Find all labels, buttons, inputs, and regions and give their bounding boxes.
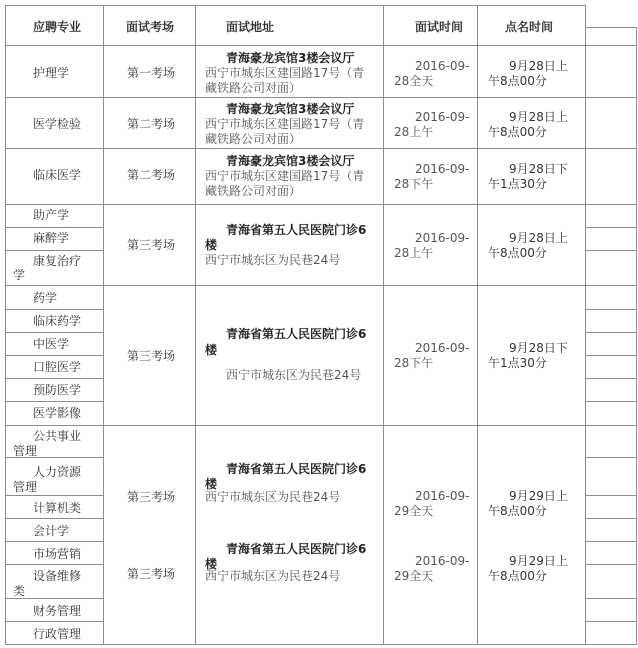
- grid-line: [585, 45, 637, 46]
- grid-line: [585, 355, 637, 356]
- address-line: 藏铁路公司对面）: [205, 81, 302, 95]
- grid-line: [585, 5, 586, 645]
- address-line: 西宁市城东区为民巷24号: [205, 253, 341, 267]
- grid-line: [5, 378, 103, 379]
- address-line: 西宁市城东区为民巷24号: [205, 490, 341, 504]
- time-date: 2016-09-: [415, 489, 470, 503]
- grid-line: [585, 495, 637, 496]
- grid-line: [585, 309, 637, 310]
- address-bold: 青海省第五人民医院门诊6: [226, 223, 367, 237]
- room-cell: 第三考场: [127, 490, 176, 504]
- grid-line: [5, 309, 103, 310]
- address-line: 西宁市城东区为民巷24号: [226, 368, 362, 382]
- time-date: 2016-09-: [415, 162, 470, 176]
- grid-line: [5, 564, 103, 565]
- major-cell: 预防医学: [33, 383, 82, 397]
- checkin-time: 午8点00分: [488, 504, 547, 518]
- time-session: 28上午: [394, 246, 434, 260]
- time-session: 29全天: [394, 504, 434, 518]
- grid-line: [585, 401, 637, 402]
- time-date: 2016-09-: [415, 554, 470, 568]
- address-bold: 楼: [205, 343, 218, 357]
- grid-line: [477, 5, 478, 645]
- checkin-time: 午1点30分: [488, 356, 547, 370]
- major-cell: 助产学: [33, 208, 70, 222]
- major-cell: 设备维修: [33, 569, 82, 583]
- time-date: 2016-09-: [415, 59, 470, 73]
- checkin-time: 午8点00分: [488, 125, 547, 139]
- major-cell: 财务管理: [33, 604, 82, 618]
- address-bold: 楼: [205, 238, 218, 252]
- time-session: 28全天: [394, 74, 434, 88]
- room-cell: 第三考场: [127, 238, 176, 252]
- grid-line: [5, 227, 103, 228]
- grid-line: [585, 285, 637, 286]
- grid-line: [5, 355, 103, 356]
- grid-line: [5, 401, 103, 402]
- checkin-time: 午8点00分: [488, 569, 547, 583]
- checkin-day: 9月28日下: [509, 162, 568, 176]
- major-cell: 医学检验: [33, 117, 82, 131]
- grid-line: [383, 5, 384, 645]
- address-bold: 青海省第五人民医院门诊6: [226, 327, 367, 341]
- checkin-time: 午8点00分: [488, 246, 547, 260]
- address-bold: 青海省第五人民医院门诊6: [226, 542, 367, 556]
- address-bold: 楼: [205, 477, 218, 491]
- grid-line: [585, 332, 637, 333]
- address-line: 西宁市城东区建国路17号（青: [205, 117, 365, 131]
- address-line: 西宁市城东区为民巷24号: [205, 569, 341, 583]
- grid-line: [585, 227, 637, 228]
- grid-line: [5, 204, 586, 205]
- address-line: 西宁市城东区建国路17号（青: [205, 169, 365, 183]
- time-date: 2016-09-: [415, 341, 470, 355]
- time-session: 28下午: [394, 356, 434, 370]
- address-bold: 青海省第五人民医院门诊6: [226, 462, 367, 476]
- grid-line: [5, 285, 586, 286]
- address-line: 藏铁路公司对面）: [205, 184, 302, 198]
- grid-line: [585, 148, 637, 149]
- address-bold: 青海豪龙宾馆3楼会议厅: [226, 154, 355, 168]
- room-cell: 第三考场: [127, 349, 176, 363]
- major-cell: 计算机类: [33, 501, 82, 515]
- grid-line: [5, 425, 586, 426]
- grid-line: [585, 204, 637, 205]
- header-checkin: 点名时间: [505, 20, 554, 34]
- grid-line: [5, 45, 586, 46]
- major-cell: 药学: [33, 291, 58, 305]
- time-date: 2016-09-: [415, 231, 470, 245]
- room-cell: 第一考场: [127, 66, 176, 80]
- grid-line: [103, 5, 104, 645]
- major-cell: 学: [13, 268, 26, 282]
- major-cell: 临床医学: [33, 168, 82, 182]
- major-cell: 管理: [13, 480, 38, 494]
- grid-line: [585, 644, 637, 645]
- grid-line: [585, 250, 637, 251]
- grid-line: [195, 5, 196, 645]
- address-bold: 青海豪龙宾馆3楼会议厅: [226, 102, 355, 116]
- address-bold: 青海豪龙宾馆3楼会议厅: [226, 51, 355, 65]
- grid-line: [5, 5, 586, 6]
- major-cell: 临床药学: [33, 314, 82, 328]
- major-cell: 人力资源: [33, 465, 82, 479]
- grid-line: [5, 518, 103, 519]
- grid-line: [585, 457, 637, 458]
- major-cell: 会计学: [33, 524, 70, 538]
- checkin-day: 9月28日下: [509, 341, 568, 355]
- checkin-time: 午8点00分: [488, 74, 547, 88]
- grid-line: [585, 621, 637, 622]
- checkin-time: 午1点30分: [488, 177, 547, 191]
- time-session: 29全天: [394, 569, 434, 583]
- grid-line: [585, 27, 637, 28]
- major-cell: 护理学: [33, 66, 70, 80]
- major-cell: 公共事业: [33, 429, 82, 443]
- time-date: 2016-09-: [415, 110, 470, 124]
- header-address: 面试地址: [226, 20, 275, 34]
- address-line: 藏铁路公司对面）: [205, 132, 302, 146]
- major-cell: 麻醉学: [33, 231, 70, 245]
- grid-line: [5, 148, 586, 149]
- grid-line: [5, 644, 586, 645]
- header-room: 面试考场: [126, 20, 175, 34]
- grid-line: [5, 621, 103, 622]
- checkin-day: 9月29日上: [509, 554, 568, 568]
- checkin-day: 9月28日上: [509, 59, 568, 73]
- grid-line: [5, 495, 103, 496]
- major-cell: 行政管理: [33, 627, 82, 641]
- room-cell: 第二考场: [127, 168, 176, 182]
- time-session: 28上午: [394, 125, 434, 139]
- major-cell: 市场营销: [33, 547, 82, 561]
- address-line: 西宁市城东区建国路17号（青: [205, 66, 365, 80]
- grid-line: [585, 564, 637, 565]
- address-bold: 楼: [205, 557, 218, 571]
- checkin-day: 9月28日上: [509, 110, 568, 124]
- header-major: 应聘专业: [33, 20, 82, 34]
- room-cell: 第三考场: [127, 567, 176, 581]
- major-cell: 类: [13, 584, 26, 598]
- grid-line: [585, 598, 637, 599]
- grid-line: [585, 378, 637, 379]
- room-cell: 第二考场: [127, 117, 176, 131]
- grid-line: [5, 250, 103, 251]
- grid-line: [585, 97, 637, 98]
- major-cell: 中医学: [33, 337, 70, 351]
- grid-line: [585, 518, 637, 519]
- checkin-day: 9月29日上: [509, 489, 568, 503]
- major-cell: 康复治疗: [33, 254, 82, 268]
- major-cell: 医学影像: [33, 406, 82, 420]
- grid-line: [5, 5, 6, 645]
- grid-line: [5, 97, 586, 98]
- grid-line: [585, 425, 637, 426]
- header-time: 面试时间: [415, 20, 464, 34]
- grid-line: [5, 332, 103, 333]
- grid-line: [585, 541, 637, 542]
- major-cell: 管理: [13, 444, 38, 458]
- major-cell: 口腔医学: [33, 360, 82, 374]
- grid-line: [5, 541, 103, 542]
- time-session: 28下午: [394, 177, 434, 191]
- grid-line: [636, 27, 637, 645]
- checkin-day: 9月28日上: [509, 231, 568, 245]
